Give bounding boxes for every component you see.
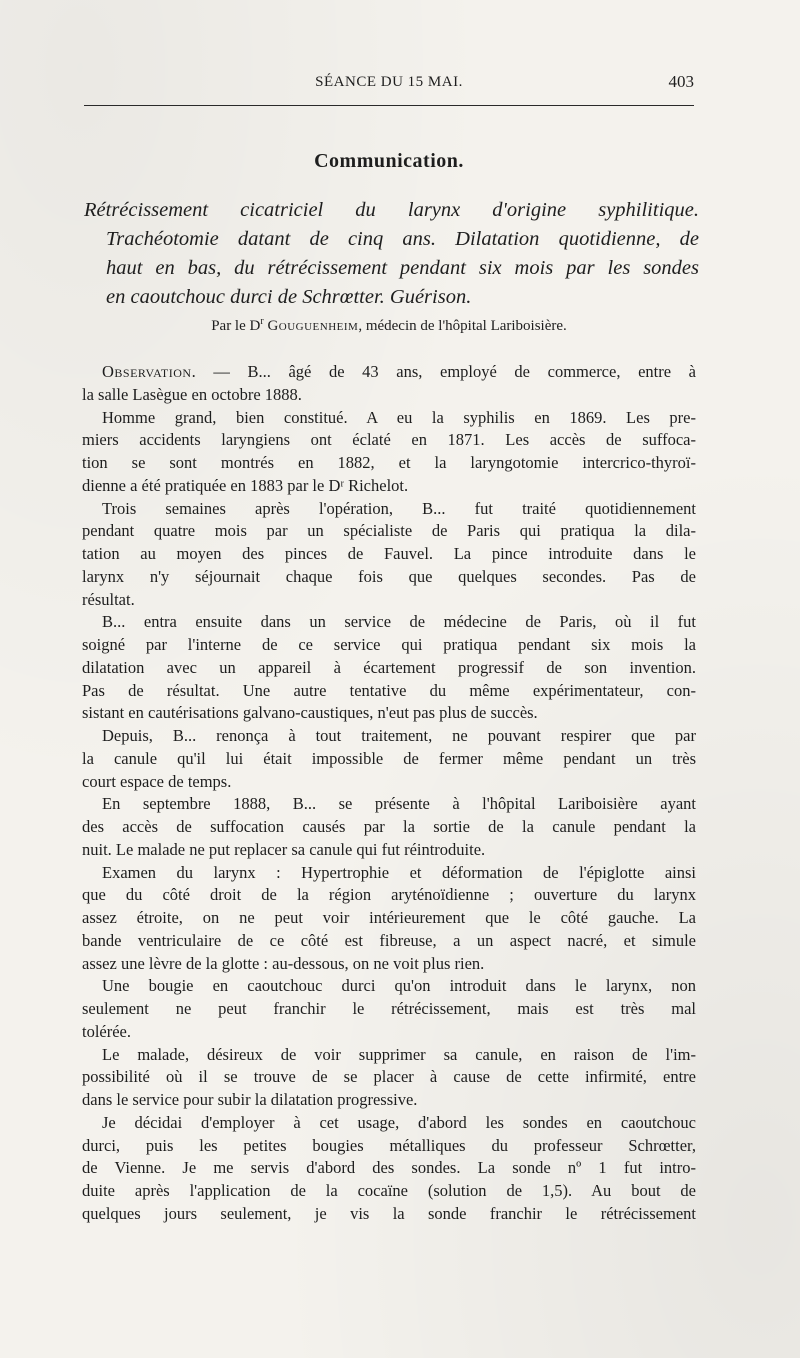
text-line: miers accidents laryngiens ont éclaté en 1871. Les accès de suffoca- <box>82 430 696 450</box>
text-line: dans le service pour subir la dilatation progressive. <box>82 1090 418 1109</box>
text-line: dilatation avec un appareil à écartement progressif de son invention. <box>82 657 696 677</box>
author-byline <box>84 316 694 335</box>
text-line: seulement ne peut franchir le rétrécissement, mais est très mal <box>82 999 696 1018</box>
text-line: dienne a été pratiquée en 1883 par le Dʳ Richelot. <box>82 475 409 495</box>
text-line: En septembre 1888, B... se présente à l'hôpital Lariboisière ayant <box>102 794 696 814</box>
text-line: Le malade, désireux de voir supprimer sa canule, en raison de l'im- <box>102 1044 696 1064</box>
text-line: soigné par l'interne de ce service qui pratiqua pendant six mois la <box>82 635 696 654</box>
text-line: la salle Lasègue en octobre 1888. <box>82 384 302 404</box>
text-line: quelques jours seulement, je vis la sonde franchir le rétrécissement <box>82 1203 696 1223</box>
text-line: assez une lèvre de la glotte : au-dessous, on ne voit plus rien. <box>82 953 485 973</box>
title-line: haut en bas, du rétrécissement pendant six mois par les sondes <box>106 257 699 279</box>
text-line: que du côté droit de la région aryténoïdienne ; ouverture du larynx <box>82 885 696 905</box>
text-line: Je décidai d'employer à cet usage, d'abord les sondes en caoutchouc <box>102 1112 696 1132</box>
text-line: pendant quatre mois par un spécialiste de Paris qui pratiqua la dila- <box>82 521 696 541</box>
page-header <box>84 70 694 98</box>
page-number: 403 <box>668 72 694 91</box>
text-line: sistant en cautérisations galvano-caustiques, n'eut pas plus de succès. <box>82 703 538 723</box>
text-line: la canule qu'il lui était impossible de fermer même pendant un très <box>82 748 696 768</box>
text-line <box>82 361 696 384</box>
article-title <box>84 196 699 312</box>
title-line: en caoutchouc durci de Schrœtter. Guérison. <box>106 286 472 308</box>
text-line: Une bougie en caoutchouc durci qu'on introduit dans le larynx, non <box>102 976 696 996</box>
text-line-content: . — B... âgé de 43 ans, employé de commerce, entre à <box>191 362 696 381</box>
text-line: tation au moyen des pinces de Fauvel. La pince introduite dans le <box>82 544 696 563</box>
text-line: tion se sont montrés en 1882, et la laryngotomie intercrico-thyroï- <box>82 453 696 472</box>
observation-label: Observation <box>102 362 192 381</box>
text-line: bande ventriculaire de ce côté est fibreuse, a un aspect nacré, et simule <box>82 930 696 950</box>
text-line: Depuis, B... renonça à tout traitement, ne pouvant respirer que par <box>102 726 696 745</box>
text-line: Pas de résultat. Une autre tentative du même expérimentateur, con- <box>82 680 696 700</box>
text-line: Examen du larynx : Hypertrophie et déformation de l'épiglotte ainsi <box>102 862 696 882</box>
text-line: duite après l'application de la cocaïne (solution de 1,5). Au bout de <box>82 1181 696 1200</box>
running-head: SÉANCE DU 15 MAI. <box>315 74 463 90</box>
text-line: tolérée. <box>82 1021 132 1041</box>
title-line: Trachéotomie datant de cinq ans. Dilatation quotidienne, de <box>106 228 699 250</box>
header-rule <box>84 105 694 106</box>
byline-suffix: , médecin de l'hôpital Lariboisière. <box>358 318 567 334</box>
author-name: Gouguenheim <box>267 318 359 334</box>
byline-superscript: r <box>260 316 264 327</box>
text-line: Trois semaines après l'opération, B... fut traité quotidiennement <box>102 498 696 518</box>
section-heading: Communication. <box>314 150 464 172</box>
text-line: résultat. <box>82 589 135 609</box>
text-line: court espace de temps. <box>82 771 232 791</box>
byline-prefix: Par le D <box>211 318 261 334</box>
text-line: Homme grand, bien constitué. A eu la syphilis en 1869. Les pre- <box>102 407 696 427</box>
text-line: possibilité où il se trouve de se placer à cause de cette infirmité, entre <box>82 1067 696 1087</box>
body-text <box>82 361 696 1226</box>
text-line: de Vienne. Je me servis d'abord des sondes. La sonde nº 1 fut intro- <box>82 1158 696 1178</box>
text-line: durci, puis les petites bougies métalliques du professeur Schrœtter, <box>82 1135 696 1155</box>
title-line: Rétrécissement cicatriciel du larynx d'origine syphilitique. <box>84 199 699 221</box>
text-line: nuit. Le malade ne put replacer sa canule qui fut réintroduite. <box>82 839 486 859</box>
text-line: larynx n'y séjournait chaque fois que quelques secondes. Pas de <box>82 566 696 586</box>
text-line: des accès de suffocation causés par la sortie de la canule pendant la <box>82 817 696 836</box>
text-line: assez étroite, on ne peut voir intérieurement que le côté gauche. La <box>82 908 696 927</box>
text-line: B... entra ensuite dans un service de médecine de Paris, où il fut <box>102 612 696 632</box>
